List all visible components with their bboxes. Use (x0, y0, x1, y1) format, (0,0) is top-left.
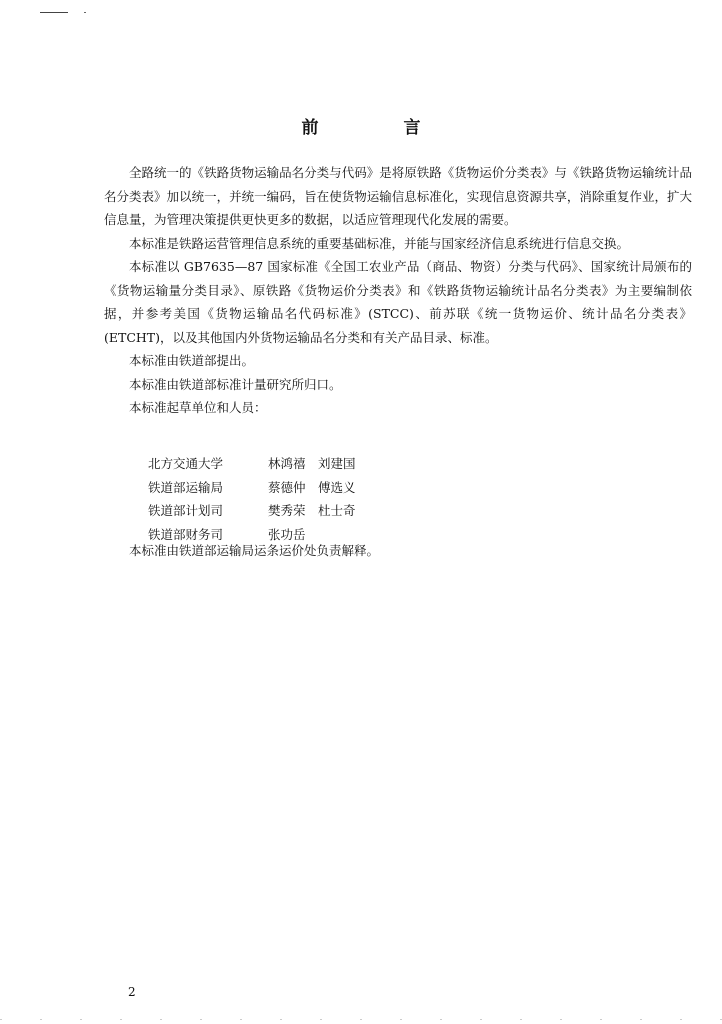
foreword-body (104, 161, 692, 420)
drafter-list (148, 452, 356, 546)
drafter-organization: 铁道部运输局 (148, 479, 224, 495)
drafter-names: 樊秀荣 杜士奇 (268, 503, 356, 518)
paragraph: 本标准由铁道部提出。 (129, 353, 255, 368)
scan-artifact (84, 12, 86, 13)
page-number: 2 (128, 985, 136, 999)
drafter-organization: 铁道部财务司 (148, 526, 224, 542)
drafter-organization: 铁道部计划司 (148, 503, 224, 518)
page-title: 前 言 (301, 118, 455, 138)
scan-artifact (40, 12, 68, 13)
paragraph: 本标准由铁道部运输局运条运价处负责解释。 (129, 543, 380, 558)
drafter-row (148, 499, 356, 523)
drafter-names: 蔡德仲 傅选义 (268, 479, 356, 495)
paragraph: 本标准以 GB7635—87 国家标准《全国工农业产品（商品、物资）分类与代码》、国家统计局颁布的《货物运输量分类目录》、原铁路《货物运价分类表》和《铁路货物运输统计品名分类表》为主要编制依据，并参考美国《货物运输品名代码标准》(STCC)、前苏联《统一货物运价、统计品名分类表》(ETCHT)，以及其他国内外货物运输品名分类和有关产品目录、标准。 (104, 259, 692, 345)
drafter-names: 林鸿禧 刘建国 (268, 456, 356, 471)
paragraph: 本标准是铁路运营管理信息系统的重要基础标准，并能与国家经济信息系统进行信息交换。 (129, 235, 630, 251)
paragraph: 本标准起草单位和人员： (129, 400, 267, 415)
closing-statement (104, 539, 692, 563)
drafter-organization: 北方交通大学 (148, 456, 224, 471)
paragraph: 本标准由铁道部标准计量研究所归口。 (129, 376, 342, 392)
drafter-names: 张功岳 (268, 526, 306, 542)
drafter-row (148, 452, 356, 476)
paragraph: 全路统一的《铁路货物运输品名分类与代码》是将原铁路《货物运价分类表》与《铁路货物运输统计品名分类表》加以统一，并统一编码，旨在使货物运输信息标准化，实现信息资源共享，消除重复作业，扩大信息量，为管理决策提供更快更多的数据，以适应管理现代化发展的需要。 (104, 165, 692, 227)
scan-artifact (0, 1019, 722, 1020)
drafter-row (148, 476, 356, 500)
